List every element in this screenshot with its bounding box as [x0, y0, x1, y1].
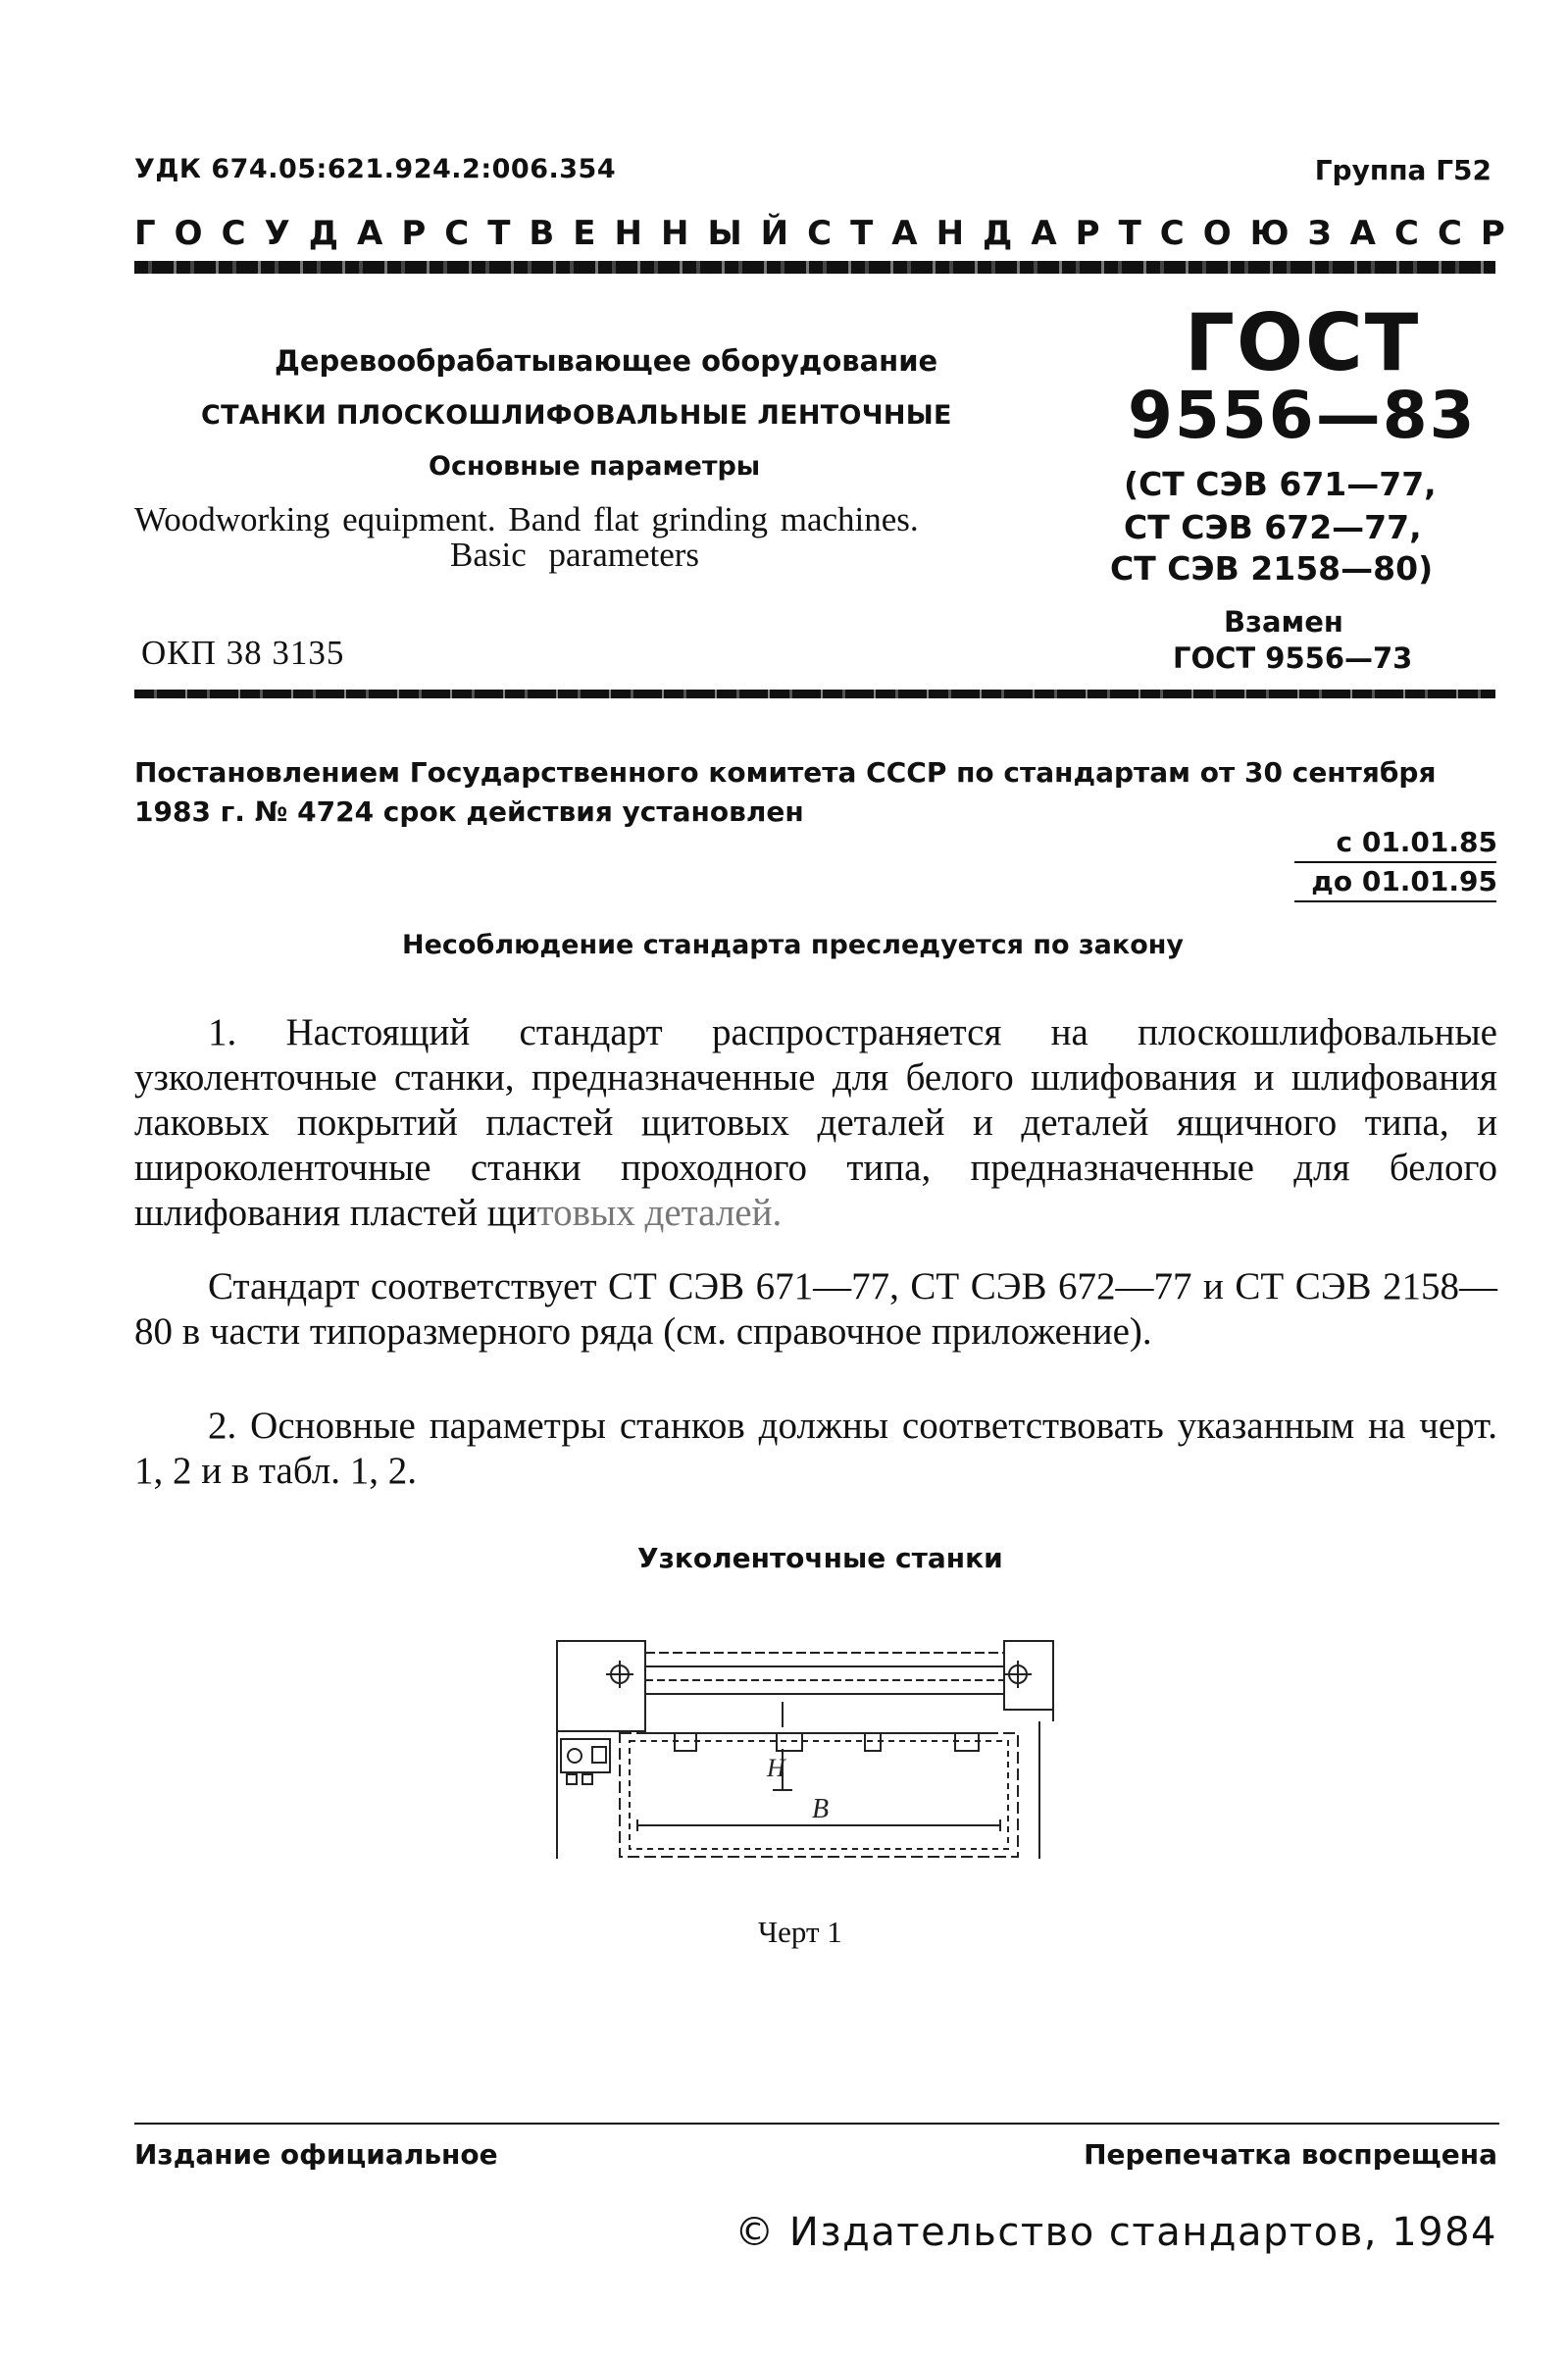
dimension-h-label: H [767, 1754, 785, 1782]
replaces-gost: ГОСТ 9556—73 [1173, 641, 1413, 675]
english-title-2: Basic parameters [450, 536, 700, 574]
standard-word: СОЮЗА [1159, 214, 1394, 253]
legal-warning: Несоблюдение стандарта преследуется по закону [402, 930, 1185, 960]
standard-word: ГОСУДАРСТВЕННЫЙ [134, 214, 808, 253]
replaces-label: Взамен [1224, 605, 1343, 639]
paragraph-2: Стандарт соответствует СТ СЭВ 671—77, СТ СЭВ 672—77 и СТ СЭВ 2158—80 в части типоразмерного ряда (см. справочное приложение). [134, 1265, 1497, 1353]
gost-number: 9556—83 [1128, 378, 1477, 453]
paragraph-1-main: 1. Настоящий стандарт распространяется на плоскошлифовальные узколенточные станки, предназначенные для белого шлифования и шлифования лаковых покрытий пластей щитовых деталей и деталей ящичного типа, и широколенточные станки проходного типа, предназначенные для белого шлифования пластей щи [134, 1011, 1497, 1234]
date-underline [1294, 861, 1496, 863]
dimension-b-label: B [812, 1794, 830, 1824]
footer-reprint: Перепечатка воспрещена [1084, 2138, 1497, 2171]
section-rule [134, 690, 1495, 698]
paragraph-1 [134, 1010, 1497, 1236]
cmev-ref-1: (СТ СЭВ 671—77, [1124, 465, 1437, 503]
standard-word: СТАНДАРТ [807, 214, 1160, 253]
group-code: Группа Г52 [1314, 154, 1492, 186]
left-pulley-housing [557, 1641, 645, 1731]
title-line-1: Деревообрабатывающее оборудование [275, 344, 938, 378]
cmev-ref-3: СТ СЭВ 2158—80) [1110, 549, 1434, 588]
decree-text: Постановлением Государственного комитета СССР по стандартам от 30 сентября 1983 г. № 4724 срок действия установлен [134, 756, 1437, 828]
title-line-2: СТАНКИ ПЛОСКОШЛИФОВАЛЬНЫЕ ЛЕНТОЧНЫЕ [201, 400, 952, 431]
machine-drawing [549, 1623, 1059, 1869]
figure-caption: Черт 1 [758, 1915, 842, 1949]
figure-title: Узколенточные станки [637, 1542, 1003, 1574]
cmev-ref-2: СТ СЭВ 672—77, [1124, 508, 1422, 546]
standard-word: ССР [1394, 214, 1524, 253]
footer-official: Издание официальное [134, 2138, 498, 2171]
title-line-3: Основные параметры [429, 451, 761, 482]
paragraph-1-end: товых деталей. [536, 1192, 783, 1234]
paragraph-3: 2. Основные параметры станков должны соответствовать указанным на черт. 1, 2 и в табл. 1, 2. [134, 1405, 1497, 1492]
date-underline [1294, 900, 1496, 902]
gost-label: ГОСТ [1185, 297, 1421, 388]
okp-code: ОКП 38 3135 [141, 634, 345, 672]
footer-rule [134, 2123, 1499, 2125]
header-rule [134, 261, 1495, 274]
valid-to: до 01.01.95 [1311, 865, 1497, 897]
standard-header [134, 214, 1524, 253]
copyright: © Издательство стандартов, 1984 [734, 2210, 1497, 2255]
english-title-1: Woodworking equipment. Band flat grinding machines. [134, 500, 919, 538]
udk-code: УДК 674.05:621.924.2:006.354 [134, 154, 617, 184]
valid-from: с 01.01.85 [1336, 826, 1497, 858]
